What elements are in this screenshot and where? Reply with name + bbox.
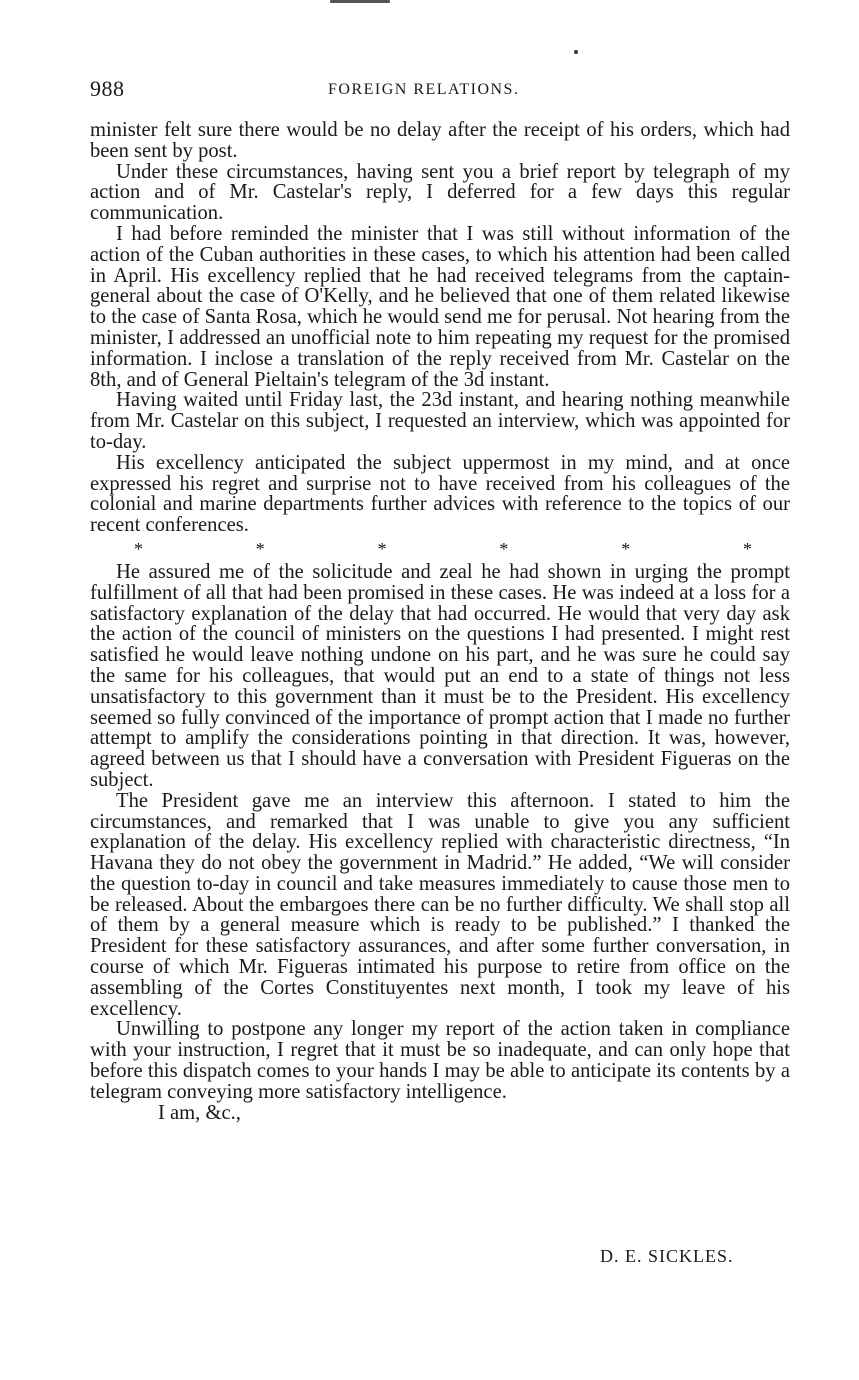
body-text <box>90 120 790 1123</box>
star: * <box>377 538 387 559</box>
paragraph-interview-request: Having waited until Friday last, the 23d instant, and hearing nothing meanwhile from Mr. Castelar on this subject, I requested an interview, which was appointed for to-day. <box>90 389 790 453</box>
page-number: 988 <box>90 76 125 101</box>
paragraph-cuban-authorities: I had before reminded the minister that I was still without information of the action of the Cuban authorities in these cases, to which his attention had been called in April. His excellency replied that he had received telegrams from the captain-general about the case of O'Kelly, and he believed that one of them related likewise to the case of Santa Rosa, which he would send me for perusal. Not hearing from the minister, I addressed an unofficial note to him repeating my request for the promised information. I inclose a translation of the reply received from Mr. Castelar on the 8th, and of General Pieltain's telegram of the 3d instant. <box>90 222 790 391</box>
star: * <box>621 538 631 559</box>
paragraph-minister-regret: His excellency anticipated the subject uppermost in my mind, and at once expressed his regret and surprise not to have received from his colleagues of the colonial and marine departments further advices with reference to the topics of our recent conferences. <box>90 451 790 537</box>
paragraph-president-interview: The President gave me an interview this afternoon. I stated to him the circumstances, and remarked that I was unable to give you any sufficient explanation of the delay. His excellency replied with characteristic directness, “In Havana they do not obey the government in Madrid.” He added, “We will consider the question to-day in council and take measures immediately to cause those men to be released. About the embargoes there can be no further difficulty. We shall stop all of them by a general measure which is ready to be published.” I thanked the President for these satisfactory assurances, and after some further conversation, in course of which Mr. Figueras intimated his purpose to retire from office on the assembling of the Cortes Constituyentes next month, I took my leave of his excellency. <box>90 789 790 1020</box>
star: * <box>742 538 752 559</box>
closing-salutation: I am, &c., <box>158 1101 241 1124</box>
print-speck <box>330 0 390 3</box>
page-header <box>90 76 790 106</box>
paragraph-conclusion: Unwilling to postpone any longer my report of the action taken in compliance with your instruction, I regret that it must be so inadequate, and can only hope that before this dispatch comes to your hands I may be able to anticipate its contents by a telegram conveying more satisfactory intelligence. <box>90 1018 790 1103</box>
ellipsis-stars <box>90 536 790 562</box>
star: * <box>255 538 265 559</box>
paragraph-continuation: minister felt sure there would be no delay after the receipt of his orders, which had been sent by post. <box>90 119 790 162</box>
running-head: FOREIGN RELATIONS. <box>328 81 520 98</box>
signature: D. E. SICKLES. <box>600 1246 734 1266</box>
print-speck <box>574 50 578 54</box>
star: * <box>134 538 143 559</box>
paragraph-telegraph-report: Under these circumstances, having sent you a brief report by telegraph of my action and of Mr. Castelar's reply, I deferred for a few days this regular communication. <box>90 160 790 225</box>
paragraph-solicitude: He assured me of the solicitude and zeal he had shown in urging the prompt fulfillment of all that had been promised in these cases. He was indeed at a loss for a satisfactory explanation of the delay that had occurred. He would that very day ask the action of the council of ministers on the questions I had presented. I might rest satisfied he would leave nothing undone on his part, and he was sure he could say the same for his colleagues, that would put an end to a state of things not less unsatisfactory to this government than it must be to the President. His excellency seemed so fully convinced of the importance of prompt action that I made no further attempt to amplify the considerations pointing in that direction. It was, however, agreed between us that I should have a conversation with President Figueras on the subject. <box>90 560 790 791</box>
star: * <box>499 538 509 559</box>
